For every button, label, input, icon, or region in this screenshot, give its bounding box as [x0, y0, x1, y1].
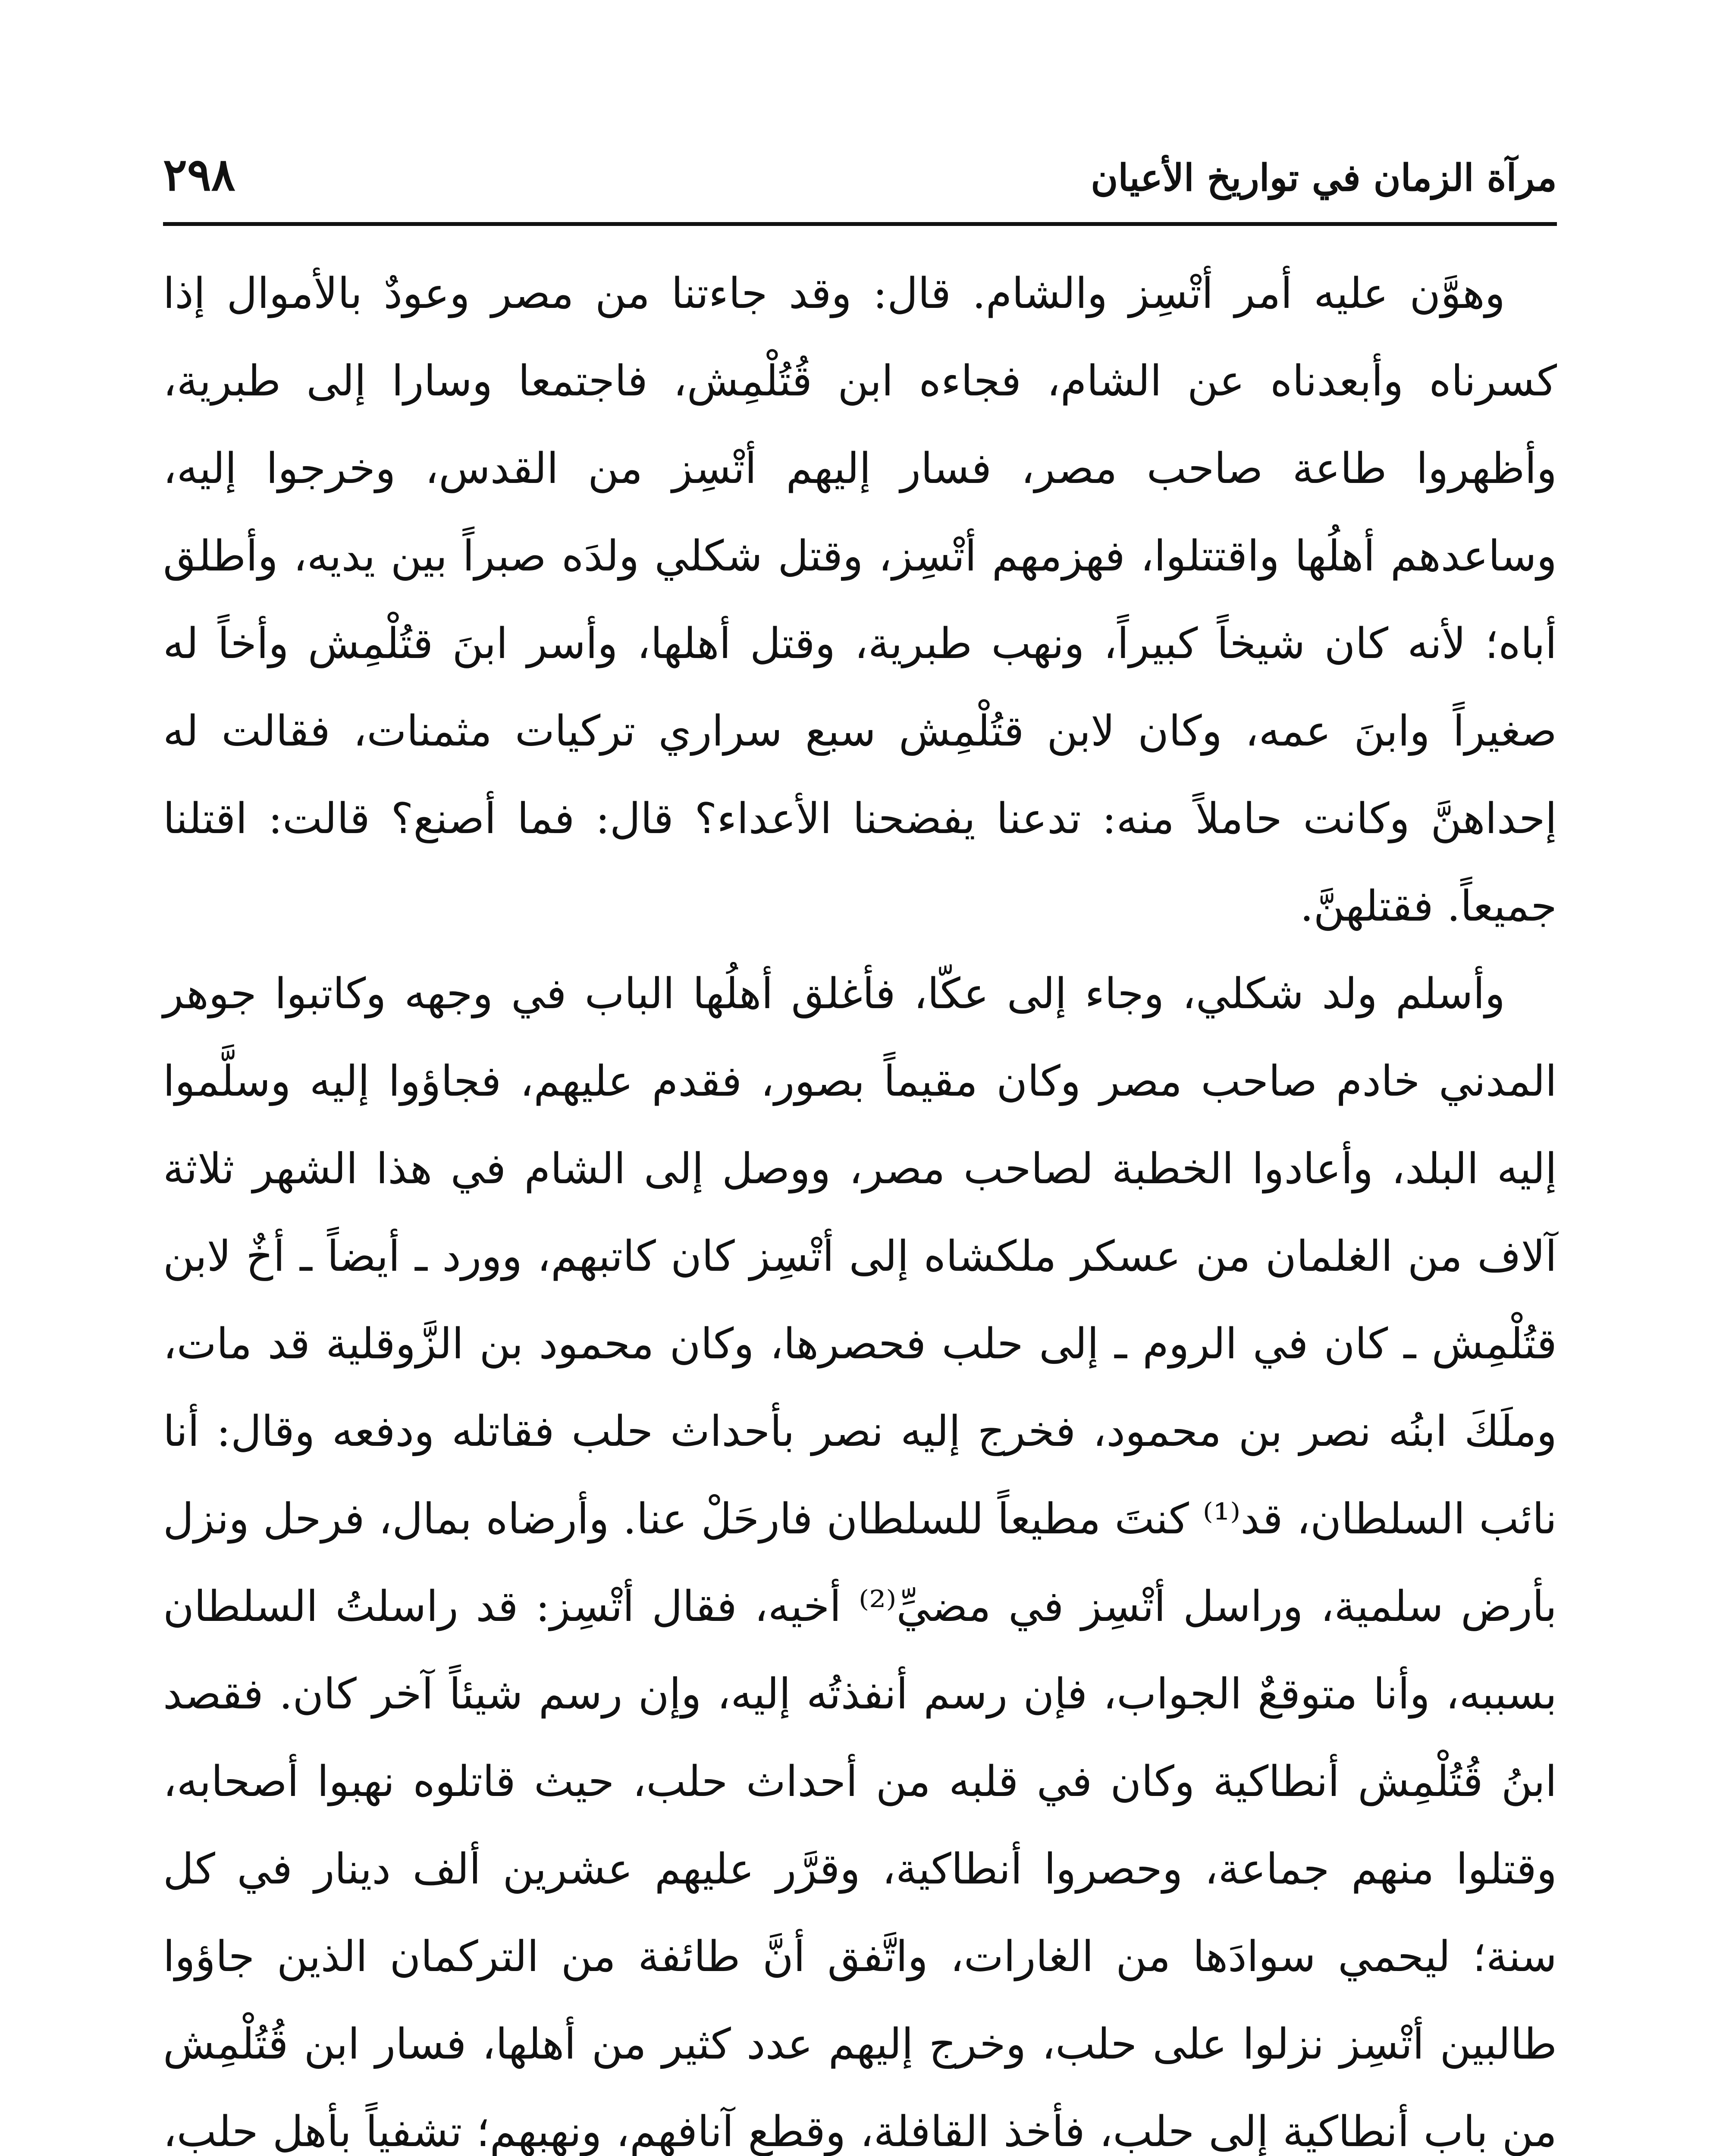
paragraph-2: وأسلم ولد شكلي، وجاء إلى عكّا، فأغلق أهلُها الباب في وجهه وكاتبوا جوهر المدني خادم صاحب مصر وكان مقيماً بصور، فقدم عليهم، فجاؤوا إليه وسلَّموا إليه البلد، وأعادوا الخطبة لصاحب مصر، ووصل إلى الشام في هذا الشهر ثلاثة آلاف من الغلمان من عسكر ملكشاه إلى أتْسِز كان كاتبهم، وورد ـ أيضاً ـ أخٌ لابن قتُلْمِش ـ كان في الروم ـ إلى حلب فحصرها، وكان محمود بن الزَّوقلية قد مات، وملَكَ ابنُه نصر بن محمود، فخرج إليه نصر بأحداث حلب فقاتله ودفعه وقال: أنا نائب السلطان، قد⁽¹⁾ كنتَ مطيعاً للسلطان فارحَلْ عنا. وأرضاه بمال، فرحل ونزل بأرض سلمية، وراسل أتْسِز في مضيِّ⁽²⁾ أخيه، فقال أتْسِز: قد راسلتُ السلطان بسببه، وأنا متوقعٌ الجواب، فإن رسم أنفذتُه إليه، وإن رسم شيئاً آخر كان. فقصد ابنُ قُتُلْمِش أنطاكية وكان في قلبه من أحداث حلب، حيث قاتلوه نهبوا أصحابه، وقتلوا منهم جماعة، وحصروا أنطاكية، وقرَّر عليهم عشرين ألف دينار في كل سنة؛ ليحمي سوادَها من الغارات، واتَّفق أنَّ طائفة من التركمان الذين جاؤوا طالبين أتْسِز نزلوا على حلب، وخرج إليهم عدد كثير من أهلها، فسار ابن قُتُلْمِش من باب أنطاكية إلى حلب، فأخذ القافلة، وقطع آنافهم، ونهبهم؛ تشفياً بأهل حلب،: [163, 969, 1557, 2156]
header-rule: [163, 222, 1557, 226]
page-header: [163, 142, 1557, 216]
main-text: [163, 250, 1557, 2156]
running-title: مرآة الزمان في تواريخ الأعيان: [1091, 156, 1557, 200]
paragraph-1: وهوَّن عليه أمر أتْسِز والشام. قال: وقد جاءتنا من مصر وعودٌ بالأموال إذا كسرناه وأبعدناه عن الشام، فجاءه ابن قُتُلْمِش، فاجتمعا وسارا إلى طبرية، وأظهروا طاعة صاحب مصر، فسار إليهم أتْسِز من القدس، وخرجوا إليه، وساعدهم أهلُها واقتتلوا، فهزمهم أتْسِز، وقتل شكلي ولدَه صبراً بين يديه، وأطلق أباه؛ لأنه كان شيخاً كبيراً، ونهب طبرية، وقتل أهلها، وأسر ابنَ قتُلْمِش وأخاً له صغيراً وابنَ عمه، وكان لابن قتُلْمِش سبع سراري تركيات مثمنات، فقالت له إحداهنَّ وكانت حاملاً منه: تدعنا يفضحنا الأعداء؟ قال: فما أصنع؟ قالت: اقتلنا جميعاً. فقتلهنَّ.: [163, 269, 1557, 931]
page-number: ٢٩٨: [163, 148, 235, 201]
